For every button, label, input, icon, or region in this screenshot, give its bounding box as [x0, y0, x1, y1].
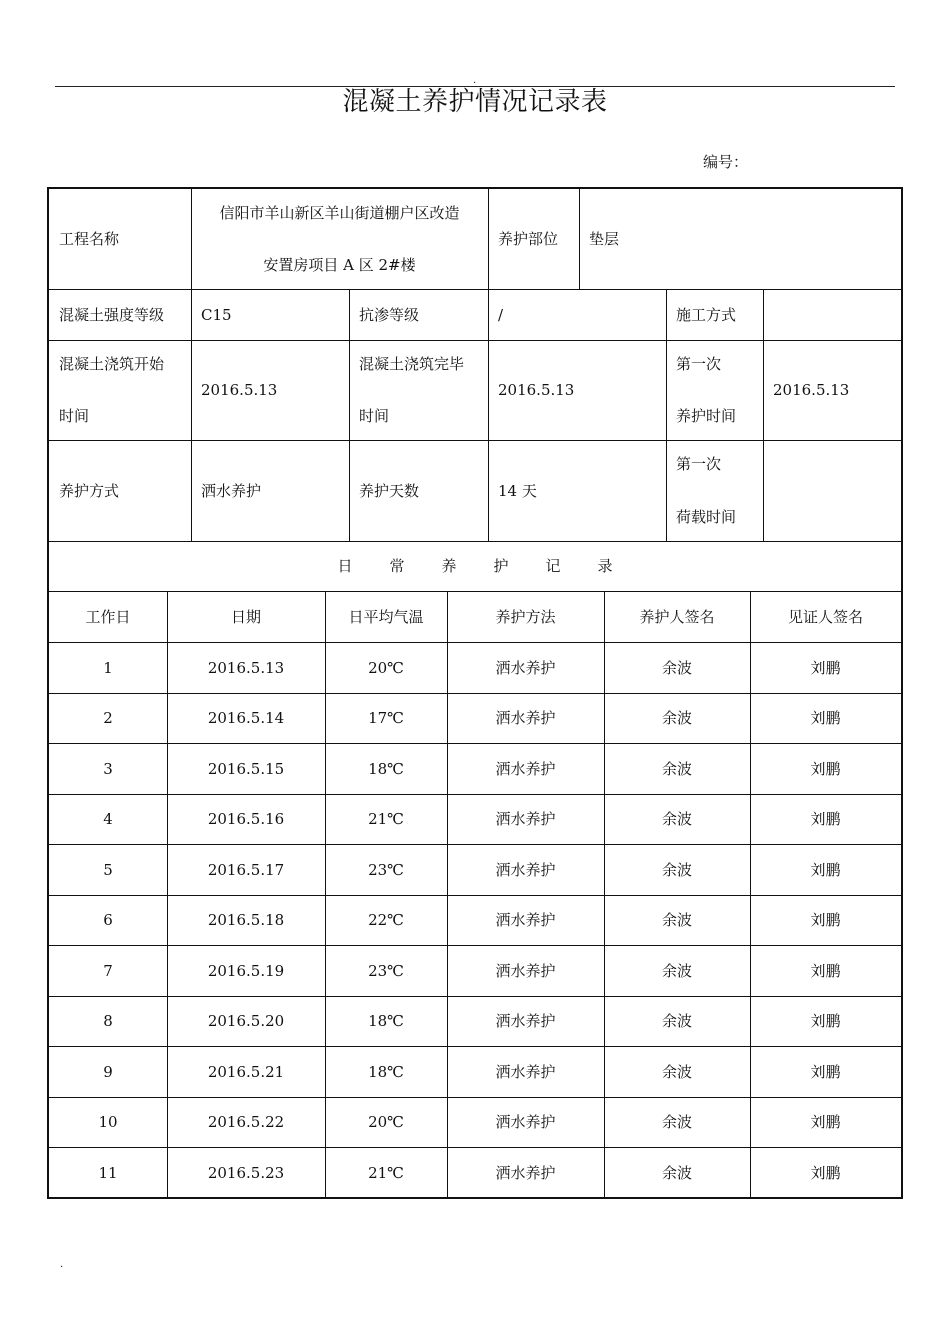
page-title: 混凝土养护情况记录表: [342, 87, 608, 117]
project-name-line-2: 安置房项目 A 区 2#楼: [263, 256, 416, 274]
pour-start-label-line-2: 时间: [59, 407, 90, 425]
pour-start-label-line-1: 混凝土浇筑开始: [59, 355, 165, 373]
curer-signature-cell: 余波: [661, 860, 692, 879]
column-header-witness-signature: 见证人签名: [787, 607, 863, 626]
curer-signature-cell: 余波: [661, 1113, 692, 1131]
first-curing-label: [666, 340, 763, 440]
heading-char: 日: [337, 557, 353, 575]
avg-temp-cell: 21℃: [368, 1163, 404, 1182]
workday-cell: 11: [98, 1163, 118, 1182]
witness-signature-cell: 刘鹏: [810, 810, 841, 828]
first-curing-label-line-1: 第一次: [676, 355, 722, 373]
construction-method-label: 施工方式: [676, 305, 737, 324]
date-cell: 2016.5.17: [207, 860, 285, 879]
curing-method-cell: 洒水养护: [495, 658, 556, 677]
date-cell: 2016.5.22: [207, 1113, 285, 1131]
curer-signature-cell: 余波: [661, 810, 692, 828]
witness-signature-cell: 刘鹏: [810, 709, 841, 727]
pour-end-value: 2016.5.13: [498, 381, 575, 399]
curer-signature-cell: 余波: [661, 709, 692, 727]
workday-cell: 3: [103, 759, 113, 778]
workday-cell: 2: [103, 709, 113, 727]
avg-temp-cell: 22℃: [368, 911, 404, 929]
curing-method-cell: 洒水养护: [495, 911, 556, 929]
first-curing-label-line-2: 养护时间: [676, 407, 737, 425]
project-name-value: [191, 189, 488, 289]
pour-start-label: [49, 340, 191, 440]
project-name-label: 工程名称: [59, 230, 120, 248]
curing-method-cell: 洒水养护: [495, 1163, 556, 1182]
daily-record-heading: [49, 541, 901, 591]
curing-method-cell: 洒水养护: [495, 810, 556, 828]
column-header-curer-signature: 养护人签名: [639, 607, 715, 626]
witness-signature-cell: 刘鹏: [810, 961, 841, 980]
witness-signature-cell: 刘鹏: [810, 1113, 841, 1131]
witness-signature-cell: 刘鹏: [810, 911, 841, 929]
curing-method-label: 养护方式: [59, 481, 120, 500]
date-cell: 2016.5.20: [207, 1012, 285, 1030]
heading-char: 常: [389, 557, 405, 575]
workday-cell: 7: [103, 961, 113, 980]
avg-temp-cell: 23℃: [368, 961, 404, 980]
date-cell: 2016.5.23: [207, 1163, 285, 1182]
strength-grade-value: C15: [201, 305, 232, 324]
column-header-curing-method: 养护方法: [495, 607, 556, 626]
column-header-avg-temp: 日平均气温: [348, 607, 424, 626]
witness-signature-cell: 刘鹏: [810, 1163, 841, 1182]
curing-method-value: 洒水养护: [201, 481, 262, 500]
pour-end-label-line-1: 混凝土浇筑完毕: [359, 355, 465, 373]
curer-signature-cell: 余波: [661, 658, 692, 677]
date-cell: 2016.5.18: [207, 911, 285, 929]
avg-temp-cell: 21℃: [368, 810, 404, 828]
curer-signature-cell: 余波: [661, 1163, 692, 1182]
witness-signature-cell: 刘鹏: [810, 1062, 841, 1081]
first-load-label-line-2: 荷载时间: [676, 508, 737, 526]
curer-signature-cell: 余波: [661, 759, 692, 778]
workday-cell: 9: [103, 1062, 113, 1081]
avg-temp-cell: 20℃: [368, 658, 404, 677]
date-cell: 2016.5.13: [207, 658, 285, 677]
avg-temp-cell: 18℃: [368, 759, 404, 778]
pour-end-label-line-2: 时间: [359, 407, 390, 425]
pour-start-value: 2016.5.13: [201, 381, 278, 399]
date-cell: 2016.5.16: [207, 810, 285, 828]
strength-grade-label: 混凝土强度等级: [59, 305, 165, 324]
curer-signature-cell: 余波: [661, 911, 692, 929]
avg-temp-cell: 18℃: [368, 1062, 404, 1081]
curing-method-cell: 洒水养护: [495, 759, 556, 778]
construction-method-value: [763, 289, 901, 340]
workday-cell: 10: [98, 1113, 118, 1131]
first-load-label: [666, 440, 763, 541]
column-header-date: 日期: [230, 607, 261, 626]
curing-record-table: [47, 187, 903, 1199]
workday-cell: 1: [103, 658, 113, 677]
curing-days-value: 14 天: [498, 481, 537, 500]
date-cell: 2016.5.21: [207, 1062, 285, 1081]
curer-signature-cell: 余波: [661, 1012, 692, 1030]
avg-temp-cell: 18℃: [368, 1012, 404, 1030]
top-mark: .: [473, 75, 477, 86]
project-name-line-1: 信阳市羊山新区羊山街道棚户区改造: [219, 204, 460, 222]
heading-char: 养: [441, 557, 457, 575]
first-load-value: [763, 440, 901, 541]
bottom-mark: .: [60, 1259, 64, 1270]
first-curing-value: 2016.5.13: [773, 381, 850, 399]
date-cell: 2016.5.19: [207, 961, 285, 980]
witness-signature-cell: 刘鹏: [810, 658, 841, 677]
workday-cell: 5: [103, 860, 113, 879]
curing-method-cell: 洒水养护: [495, 1062, 556, 1081]
workday-cell: 6: [103, 911, 113, 929]
curing-days-label: 养护天数: [359, 481, 420, 500]
workday-cell: 8: [103, 1012, 113, 1030]
document-number-label: 编号：: [703, 153, 749, 171]
column-header-workday: 工作日: [85, 607, 131, 626]
pour-end-label: [349, 340, 488, 440]
curing-method-cell: 洒水养护: [495, 860, 556, 879]
date-cell: 2016.5.15: [207, 759, 285, 778]
first-load-label-line-1: 第一次: [676, 455, 722, 473]
witness-signature-cell: 刘鹏: [810, 860, 841, 879]
impermeability-grade-label: 抗渗等级: [359, 305, 420, 324]
workday-cell: 4: [103, 810, 113, 828]
heading-char: 护: [493, 557, 509, 575]
curer-signature-cell: 余波: [661, 961, 692, 980]
curing-method-cell: 洒水养护: [495, 961, 556, 980]
heading-char: 录: [597, 557, 613, 575]
heading-char: 记: [545, 557, 561, 575]
curing-method-cell: 洒水养护: [495, 1113, 556, 1131]
curing-part-label: 养护部位: [498, 230, 559, 248]
witness-signature-cell: 刘鹏: [810, 1012, 841, 1030]
avg-temp-cell: 20℃: [368, 1113, 404, 1131]
date-cell: 2016.5.14: [207, 709, 285, 727]
witness-signature-cell: 刘鹏: [810, 759, 841, 778]
curing-method-cell: 洒水养护: [495, 709, 556, 727]
curing-part-value: 垫层: [589, 230, 620, 248]
avg-temp-cell: 23℃: [368, 860, 404, 879]
curing-method-cell: 洒水养护: [495, 1012, 556, 1030]
impermeability-grade-value: /: [498, 305, 504, 324]
avg-temp-cell: 17℃: [368, 709, 404, 727]
curer-signature-cell: 余波: [661, 1062, 692, 1081]
